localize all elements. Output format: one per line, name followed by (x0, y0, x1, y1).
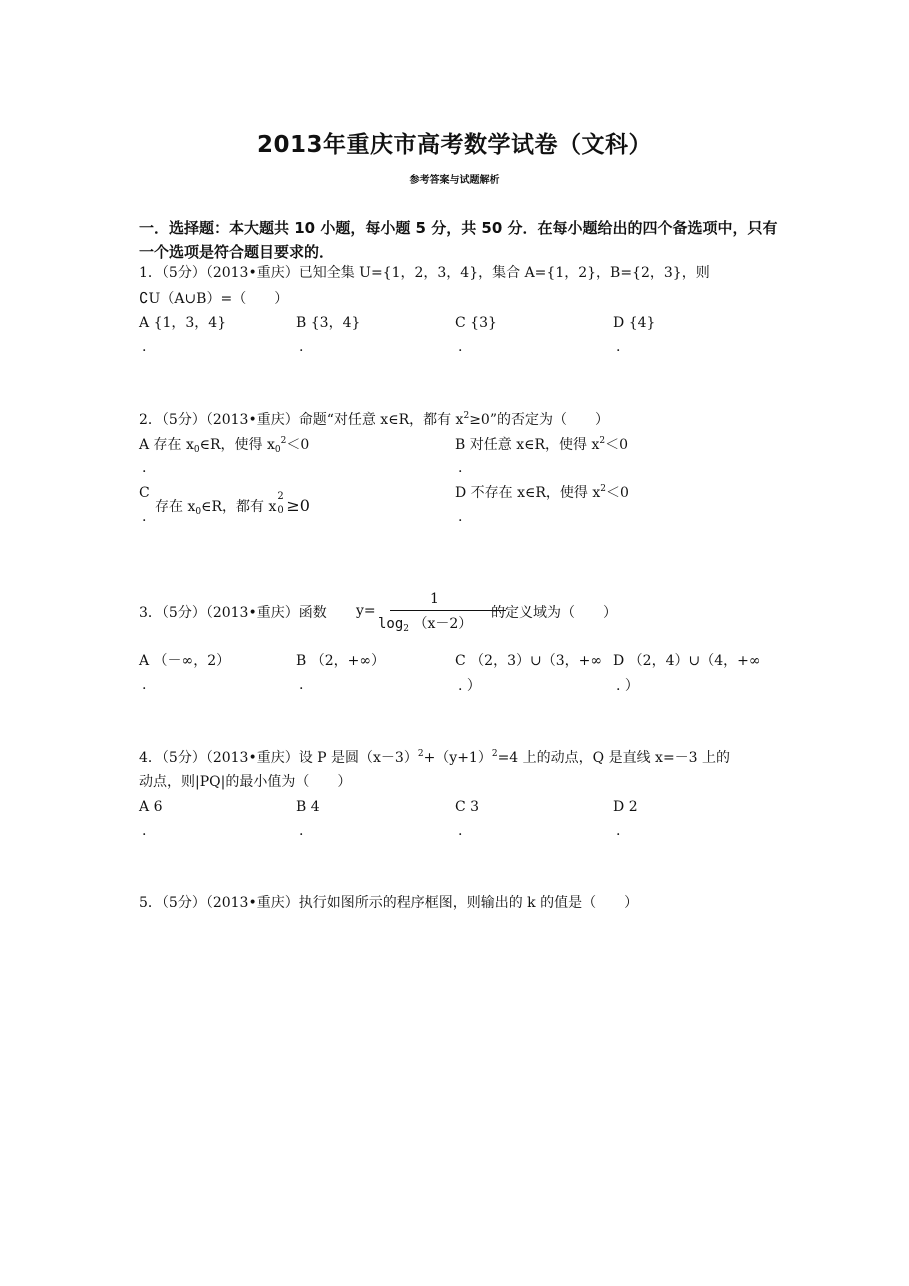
q1-dot-d: . (616, 339, 621, 355)
q1-option-a: A {1，3，4} (139, 315, 227, 331)
q3-option-a: A （－∞，2） (139, 653, 231, 669)
q3-fraction-bar (390, 610, 506, 611)
q4-option-c: C 3 (455, 799, 480, 815)
q2-dot-a: . (142, 460, 147, 476)
page-title: 2013年重庆市高考数学试卷（文科） (256, 132, 652, 158)
q4-stem-line1: 4．（5分）（2013•重庆）设 P 是圆$(x-3)^2+(y+1)^2=4$ 上的动点，Q 是直线 x=－3 上的 (139, 749, 731, 766)
q2-dot-c: . (142, 509, 147, 525)
q3-option-b: B （2，+∞） (296, 653, 386, 669)
q5-stem: 5．（5分）（2013•重庆）执行如图所示的程序框图，则输出的 k 的值是（ ） (139, 895, 639, 911)
q3-option-c: C （2，3）∪（3，+∞ (455, 653, 603, 669)
q3-stem-suffix: 的定义域为（ ） (491, 605, 617, 621)
q1-stem-line1: 1．（5分）（2013•重庆）已知全集 U={1，2，3，4}，集合 A={1，2}，B={2，3}，则 (139, 265, 710, 281)
q4-stem-line2: 动点，则|PQ|的最小值为（ ） (139, 774, 352, 790)
q3-fraction (378, 591, 508, 635)
q2-option-c: 存在 $x_0\in R$，都有 x 2 0 ≥0 (155, 491, 310, 517)
q3-option-d-tail: . ） (616, 678, 639, 694)
q3-y-eq: y= (356, 603, 376, 619)
q1-dot-c: . (458, 339, 463, 355)
q2-option-c-letter: C (139, 485, 150, 501)
page-subtitle: 参考答案与试题解析 (409, 175, 500, 186)
q4-dot-c: . (458, 823, 463, 839)
q1-stem-line2: ∁U（A∪B）=（ ） (139, 289, 289, 307)
q4-dot-b: . (299, 823, 304, 839)
q3-numerator: 1 (430, 591, 439, 607)
q4-option-a: A 6 (139, 799, 163, 815)
q2-option-b: B 对任意 x∈R，使得 $x^2<0$ (455, 436, 628, 453)
q3-option-d: D （2，4）∪（4，+∞ (613, 653, 761, 669)
q1-dot-a: . (142, 339, 147, 355)
q1-dot-b: . (299, 339, 304, 355)
q4-option-b: B 4 (296, 799, 320, 815)
q2-option-d: D 不存在 x∈R，使得 $x^2<0$ (455, 484, 629, 501)
q3-dot-b: . (299, 677, 304, 693)
q3-denominator: $\log_2 (x-2)$ (378, 616, 473, 634)
q4-dot-d: . (616, 823, 621, 839)
q1-option-b: B {3，4} (296, 315, 361, 331)
complement-symbol: ∁ (139, 289, 149, 307)
q2-dot-d: . (458, 509, 463, 525)
q3-dot-a: . (142, 677, 147, 693)
q4-dot-a: . (142, 823, 147, 839)
q2-option-a: A 存在 $x_0\in R$，使得 $x_0^2<0$ (139, 436, 310, 455)
q3-stem-prefix: 3．（5分）（2013•重庆）函数 (139, 605, 327, 621)
q1-option-d: D {4} (613, 315, 656, 331)
section-heading: 一．选择题：本大题共 10 小题，每小题 5 分，共 50 分．在每小题给出的四个备选项中，只有一个选项是符合题目要求的． (139, 219, 778, 261)
q1-option-c: C {3} (455, 315, 497, 331)
q4-option-d: D 2 (613, 799, 638, 815)
q2-stem: 2．（5分）（2013•重庆）命题“对任意 x∈R，都有 $x^2\ge 0$”的否定为（ ） (139, 411, 609, 428)
q3-option-c-tail: . ） (458, 678, 481, 694)
q2-dot-b: . (458, 460, 463, 476)
